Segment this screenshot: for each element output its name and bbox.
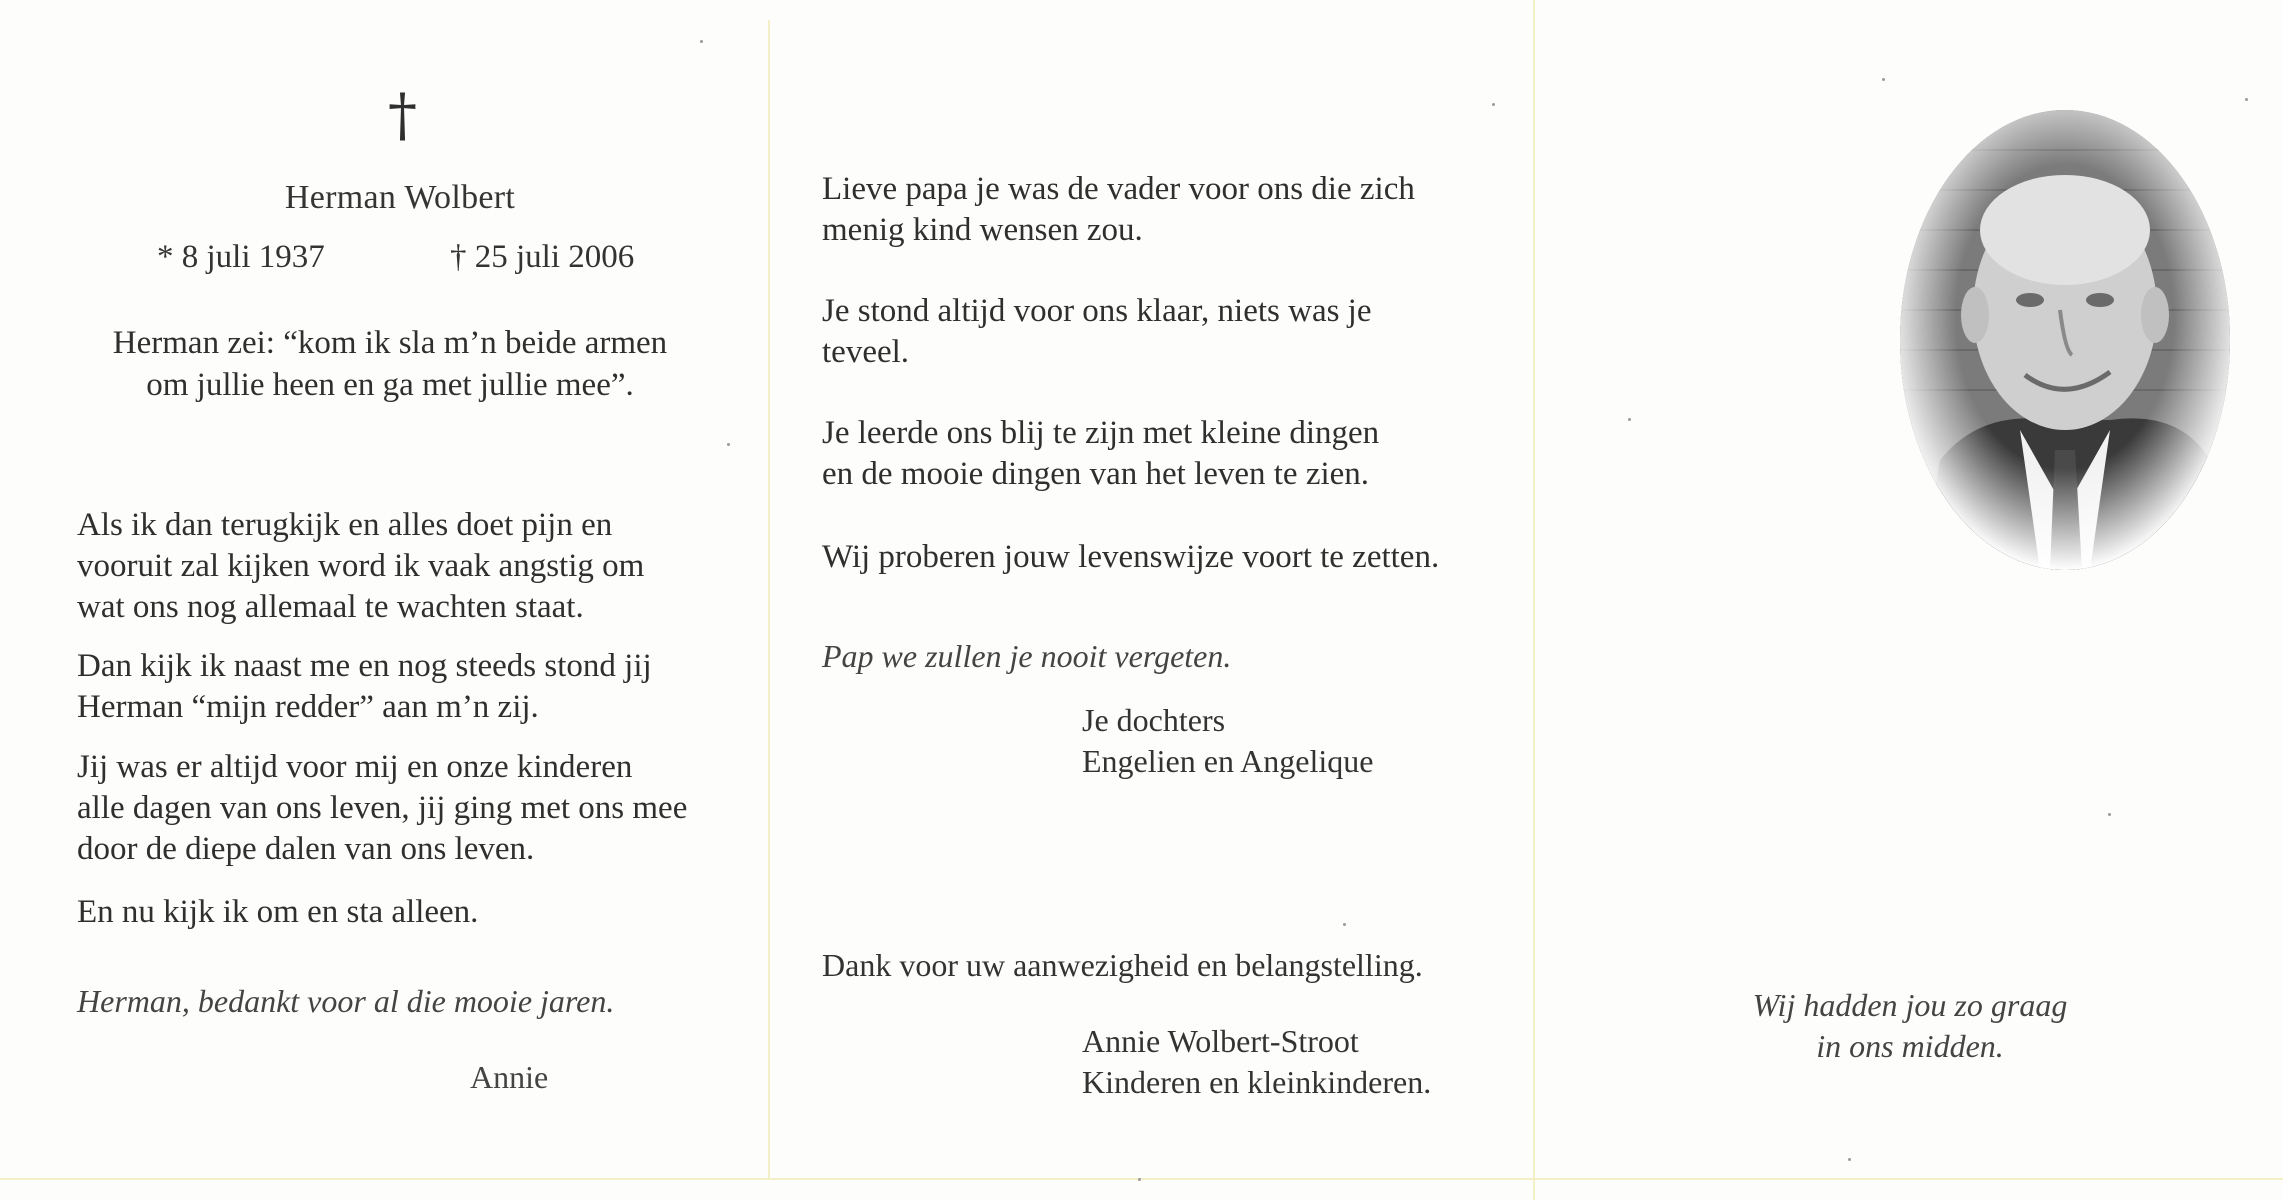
panel-divider-right <box>1533 0 1535 1200</box>
poem-line: Lieve papa je was de vader voor ons die zich <box>822 171 1415 207</box>
left-stanza-1 <box>77 505 757 628</box>
middle-stanza-1 <box>822 169 1522 251</box>
poem-line: Herman “mijn redder” aan m’n zij. <box>77 689 539 725</box>
poem-line: vooruit zal kijken word ik vaak angstig om <box>77 548 645 584</box>
left-stanza-2 <box>77 646 757 728</box>
middle-stanza-3 <box>822 413 1522 495</box>
poem-line: Jij was er altijd voor mij en onze kinderen <box>77 749 633 785</box>
poem-line: Dan kijk ik naast me en nog steeds stond jij <box>77 648 652 684</box>
daughters-signature <box>1082 700 1373 782</box>
family-signature <box>1082 1021 1431 1103</box>
paper-speck <box>1343 923 1346 926</box>
poem-line: Als ik dan terugkijk en alles doet pijn en <box>77 507 613 543</box>
portrait-illustration <box>1900 110 2230 570</box>
paper-speck <box>700 40 703 43</box>
paper-speck <box>1628 418 1631 421</box>
paper-speck <box>1138 1178 1141 1181</box>
poem-line: alle dagen van ons leven, jij ging met ons mee <box>77 790 688 826</box>
quote <box>60 322 720 406</box>
cross-icon: † <box>388 81 417 149</box>
death-date: † 25 juli 2006 <box>450 239 635 275</box>
left-signature: Annie <box>470 1059 549 1095</box>
thanks-line: Dank voor uw aanwezigheid en belangstelling. <box>822 947 1423 983</box>
signature-line: Annie Wolbert-Stroot <box>1082 1023 1359 1059</box>
poem-line: wat ons nog allemaal te wachten staat. <box>77 589 584 625</box>
birth-date: * 8 juli 1937 <box>157 239 325 275</box>
paper-speck <box>1492 103 1495 106</box>
panel-divider-left <box>768 20 770 1180</box>
deceased-name: Herman Wolbert <box>284 179 516 216</box>
poem-line: en de mooie dingen van het leven te zien. <box>822 456 1370 492</box>
middle-stanza-4 <box>822 537 1522 578</box>
paper-speck <box>1882 78 1885 81</box>
right-caption <box>1700 985 2120 1067</box>
left-stanza-3 <box>77 747 757 870</box>
middle-stanza-2 <box>822 291 1522 373</box>
poem-line: Wij proberen jouw levenswijze voort te zetten. <box>822 539 1440 575</box>
paper-speck <box>2108 813 2111 816</box>
paper-speck <box>727 443 730 446</box>
poem-line: door de diepe dalen van ons leven. <box>77 831 535 867</box>
signature-line: Kinderen en kleinkinderen. <box>1082 1064 1432 1100</box>
poem-line: En nu kijk ik om en sta alleen. <box>77 894 479 930</box>
quote-line: Herman zei: “kom ik sla m’n beide armen <box>112 325 668 361</box>
signature-line: Engelien en Angelique <box>1082 743 1374 779</box>
paper-speck <box>2245 98 2248 101</box>
left-thanks: Herman, bedankt voor al die mooie jaren. <box>77 983 615 1019</box>
poem-line: menig kind wensen zou. <box>822 212 1143 248</box>
poem-line: Je stond altijd voor ons klaar, niets was je <box>822 293 1372 329</box>
caption-line: Wij hadden jou zo graag <box>1752 987 2068 1023</box>
portrait-photo <box>1900 110 2230 570</box>
poem-line: teveel. <box>822 334 910 370</box>
poem-line: Je leerde ons blij te zijn met kleine dingen <box>822 415 1380 451</box>
quote-line: om jullie heen en ga met jullie mee”. <box>146 367 634 403</box>
caption-line: in ons midden. <box>1816 1028 2004 1064</box>
signature-line: Je dochters <box>1082 702 1226 738</box>
left-stanza-4 <box>77 892 757 933</box>
middle-italic-line: Pap we zullen je nooit vergeten. <box>822 638 1232 674</box>
bottom-edge <box>0 1178 2283 1180</box>
paper-speck <box>1848 1158 1851 1161</box>
